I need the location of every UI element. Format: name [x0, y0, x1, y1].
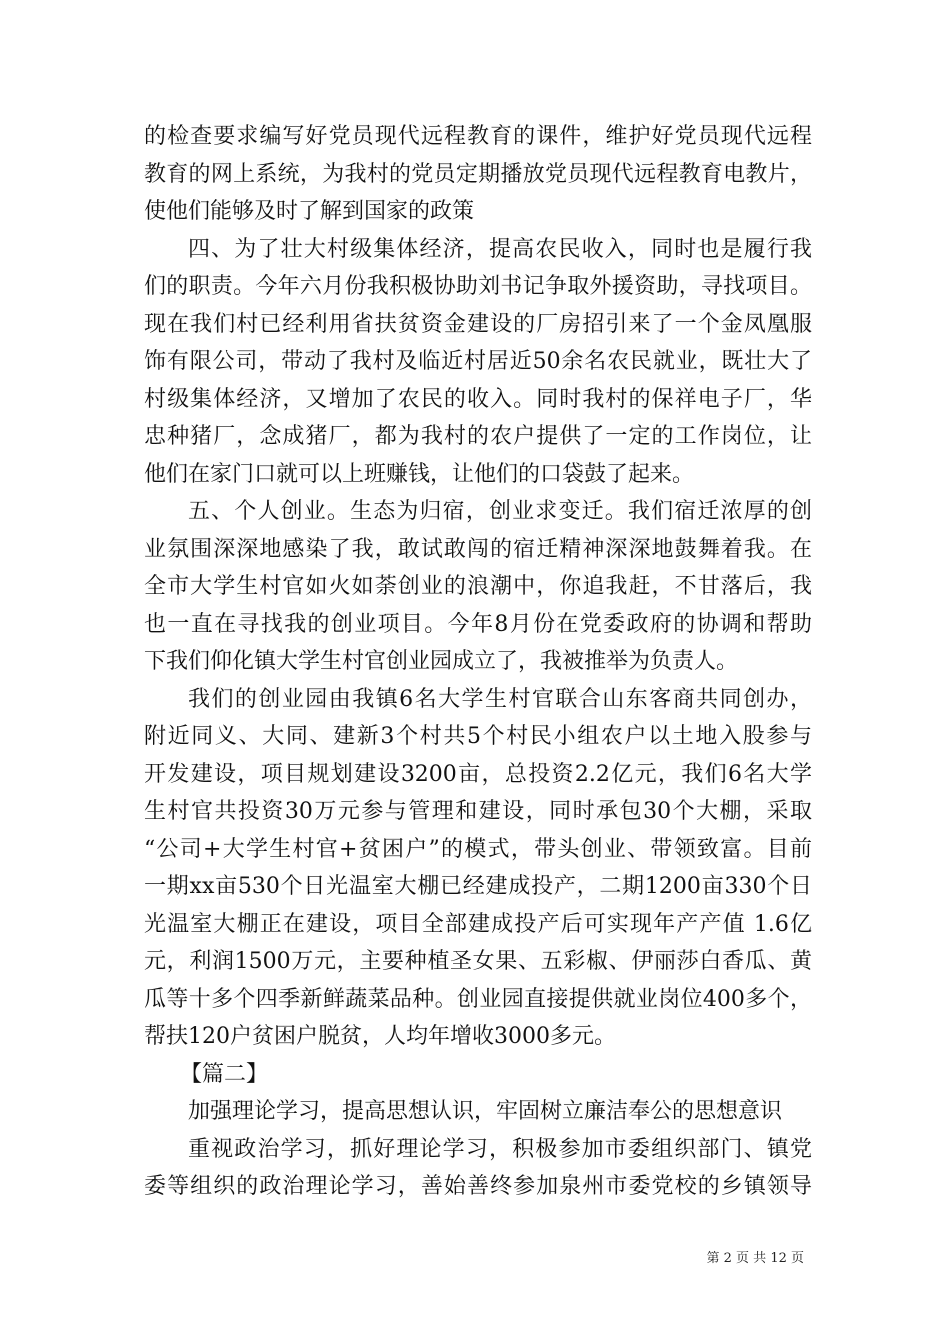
text-line: 下我们仰化镇大学生村官创业园成立了，我被推举为负责人。 [144, 649, 739, 674]
text-line: 饰有限公司，带动了我村及临近村居近50余名农民就业，既壮大了 [144, 349, 812, 374]
text-line: 附近同义、大同、建新3个村共5个村民小组农户以土地入股参与 [144, 724, 812, 749]
text-line: 教育的网上系统，为我村的党员定期播放党员现代远程教育电教片， [144, 161, 812, 187]
page-number: 第 2 页 共 12 页 [706, 1251, 804, 1266]
text-line: 们的职责。今年六月份我积极协助刘书记争取外援资助，寻找项目。 [144, 274, 812, 299]
section-heading: 【篇二】 [180, 1061, 269, 1087]
text-line: 也一直在寻找我的创业项目。今年8月份在党委政府的协调和帮助 [144, 611, 812, 637]
text-line: 他们在家门口就可以上班赚钱，让他们的口袋鼓了起来。 [144, 461, 695, 487]
paragraph-first-line: 加强理论学习，提高思想认识，牢固树立廉洁奉公的思想意识 [188, 1099, 783, 1124]
text-line: 一期xx亩530个日光温室大棚已经建成投产，二期1200亩330个日 [144, 874, 812, 899]
text-line: 瓜等十多个四季新鲜蔬菜品种。创业园直接提供就业岗位400多个， [144, 986, 812, 1012]
text-line: 开发建设，项目规划建设3200亩，总投资2.2亿元，我们6名大学 [144, 761, 812, 787]
paragraph-first-line: 四、为了壮大村级集体经济，提高农民收入，同时也是履行我 [188, 236, 812, 262]
document-page [144, 118, 812, 1206]
paragraph-first-line: 我们的创业园由我镇6名大学生村官联合山东客商共同创办， [188, 686, 812, 712]
text-line: “公司+大学生村官+贫困户”的模式，带头创业、带领致富。目前 [144, 836, 812, 862]
text-line: 现在我们村已经利用省扶贫资金建设的厂房招引来了一个金凤凰服 [144, 311, 812, 337]
text-line: 业氛围深深地感染了我，敢试敢闯的宿迁精神深深地鼓舞着我。在 [144, 536, 812, 562]
text-line: 使他们能够及时了解到国家的政策 [144, 199, 475, 224]
text-line: 忠种猪厂，念成猪厂，都为我村的农户提供了一定的工作岗位，让 [144, 424, 812, 449]
paragraph-first-line: 重视政治学习，抓好理论学习，积极参加市委组织部门、镇党 [188, 1136, 812, 1162]
text-line: 生村官共投资30万元参与管理和建设，同时承包30个大棚，采取 [144, 799, 812, 824]
text-line: 村级集体经济，又增加了农民的收入。同时我村的保祥电子厂，华 [144, 386, 812, 412]
text-line: 帮扶120户贫困户脱贫，人均年增收3000多元。 [144, 1024, 616, 1049]
text-line: 元，利润1500万元，主要种植圣女果、五彩椒、伊丽莎白香瓜、黄 [144, 949, 812, 974]
text-line: 委等组织的政治理论学习，善始善终参加泉州市委党校的乡镇领导 [144, 1174, 812, 1199]
paragraph-first-line: 五、个人创业。生态为归宿，创业求变迁。我们宿迁浓厚的创 [188, 499, 812, 524]
text-line: 光温室大棚正在建设，项目全部建成投产后可实现年产产值 1.6亿 [144, 911, 812, 937]
text-line: 的检查要求编写好党员现代远程教育的课件，维护好党员现代远程 [144, 124, 812, 149]
text-line: 全市大学生村官如火如荼创业的浪潮中，你追我赶，不甘落后，我 [144, 574, 812, 599]
